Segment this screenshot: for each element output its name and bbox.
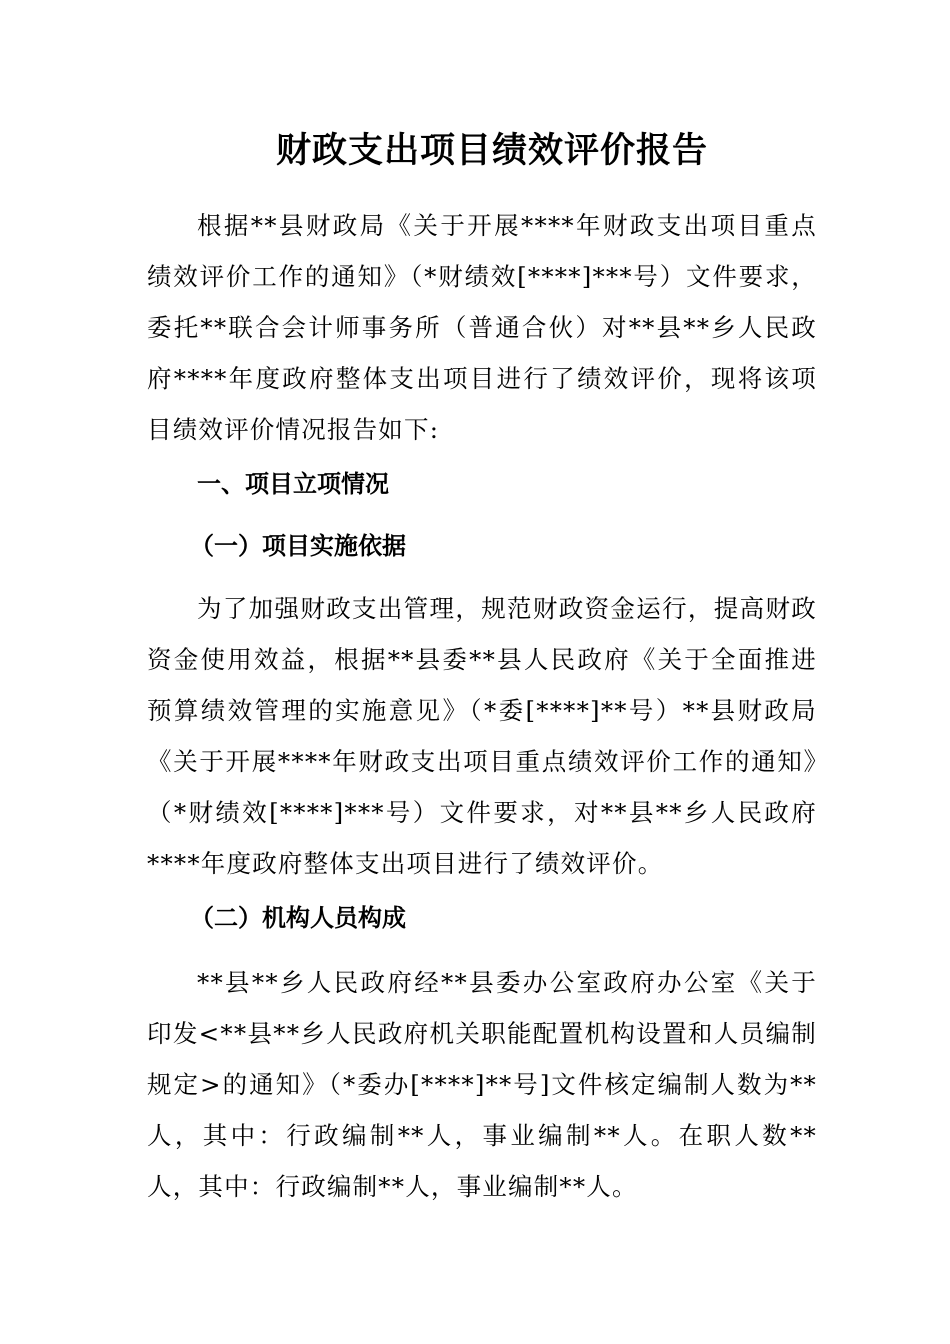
section-heading-project-establishment: 一、项目立项情况 bbox=[197, 470, 389, 498]
subsection-heading-implementation-basis: （一）项目实施依据 bbox=[190, 532, 406, 560]
subsection-heading-staff-structure: （二）机构人员构成 bbox=[190, 904, 406, 932]
document-title: 财政支出项目绩效评价报告 bbox=[275, 130, 708, 171]
staff-structure-paragraph: **县**乡人民政府经**县委办公室政府办公室《关于印发<**县**乡人民政府机关职能配置机构设置和人员编制规定>的通知》（*委办[****]**号]文件核定编制人数为**人，其中：行政编制**人，事业编制**人。在职人数**人，其中：行政编制**人，事业编制**人。 bbox=[147, 968, 817, 1201]
implementation-basis-paragraph: 为了加强财政支出管理，规范财政资金运行，提高财政资金使用效益，根据**县委**县人民政府《关于全面推进预算绩效管理的实施意见》（*委[****]**号）**县财政局《关于开展****年财政支出项目重点绩效评价工作的通知》（*财绩效[****]***号）文件要求，对**县**乡人民政府****年度政府整体支出项目进行了绩效评价。 bbox=[147, 594, 817, 878]
intro-paragraph: 根据**县财政局《关于开展****年财政支出项目重点绩效评价工作的通知》（*财绩效[****]***号）文件要求，委托**联合会计师事务所（普通合伙）对**县**乡人民政府****年度政府整体支出项目进行了绩效评价，现将该项目绩效评价情况报告如下: bbox=[147, 211, 817, 444]
